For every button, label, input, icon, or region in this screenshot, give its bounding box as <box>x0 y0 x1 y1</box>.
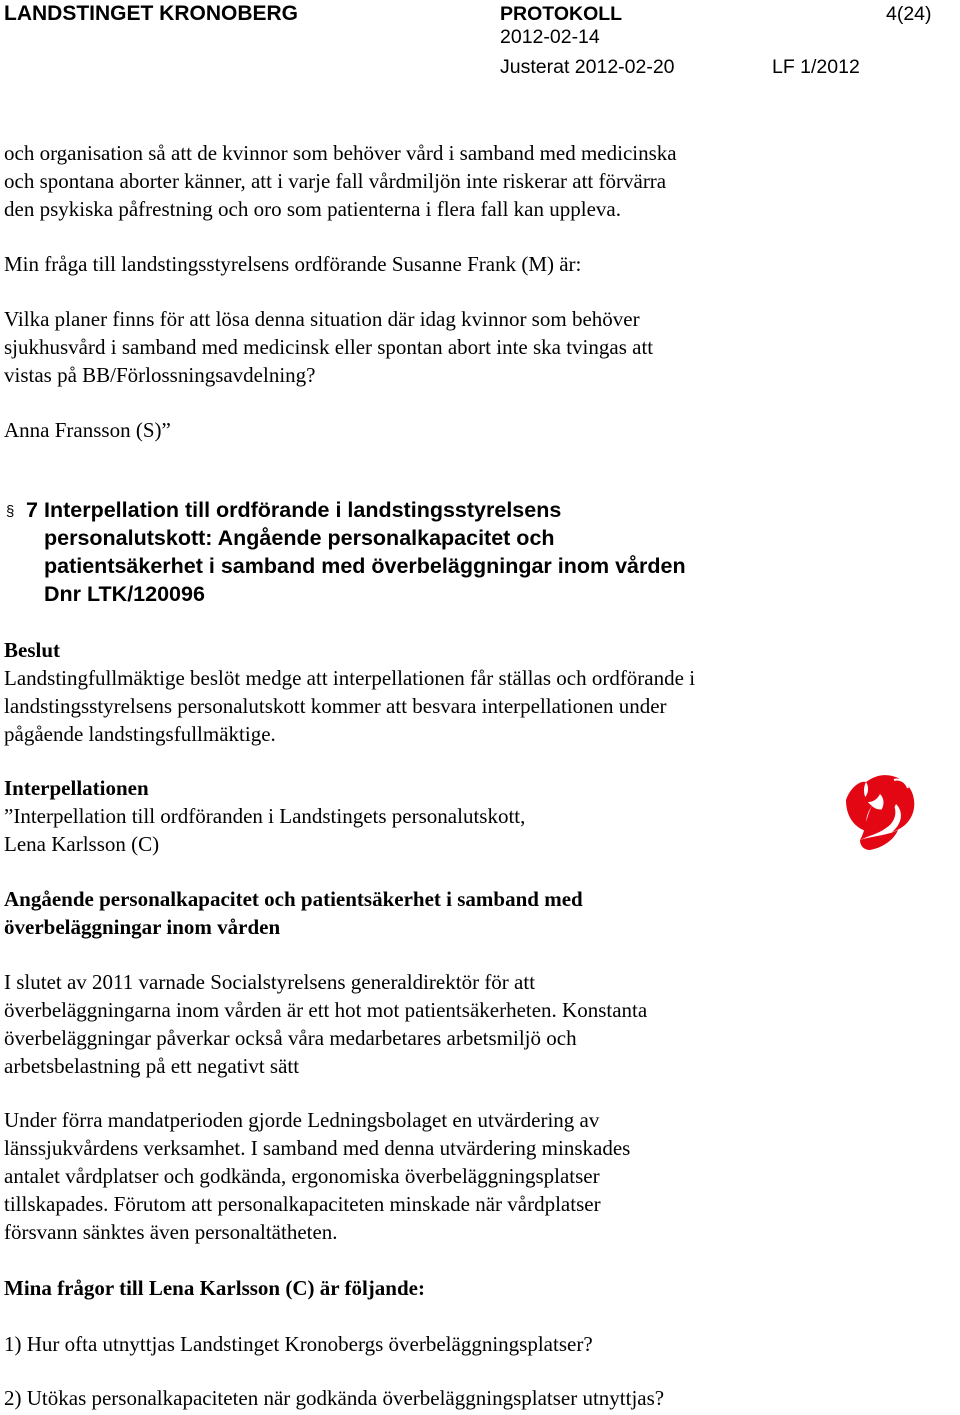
text-line: försvann sänktes även personaltätheten. <box>4 1220 338 1244</box>
header-justerat: Justerat 2012-02-20 <box>500 56 675 78</box>
text-line: antalet vårdplatser och godkända, ergonomiska överbeläggningsplatser <box>4 1164 600 1188</box>
interpellation-heading: Interpellationen <box>4 776 149 800</box>
interpellation-paragraph <box>4 802 525 858</box>
text-line: Lena Karlsson (C) <box>4 832 160 856</box>
beslut-paragraph <box>4 664 695 748</box>
text-line: Angående personalkapacitet och patientsäkerhet i samband med <box>4 887 583 911</box>
text-line: den psykiska påfrestning och oro som patienterna i flera fall kan uppleva. <box>4 197 621 221</box>
intro-paragraph <box>4 139 677 223</box>
section-mark: § <box>6 503 15 520</box>
text-line: överbeläggningar inom vården <box>4 915 281 939</box>
text-line: Under förra mandatperioden gjorde Ledningsbolaget en utvärdering av <box>4 1108 600 1132</box>
signature: Anna Fransson (S)” <box>4 418 171 442</box>
body-paragraph-2 <box>4 1106 630 1246</box>
body-paragraph-1 <box>4 968 647 1080</box>
text-line: överbeläggningarna inom vården är ett hot mot patientsäkerheten. Konstanta <box>4 998 648 1022</box>
text-line: arbetsbelastning på ett negativt sätt <box>4 1054 300 1078</box>
text-line: vistas på BB/Förlossningsavdelning? <box>4 363 316 387</box>
text-line: I slutet av 2011 varnade Socialstyrelsens generaldirektör för att <box>4 970 536 994</box>
header-date: 2012-02-14 <box>500 26 600 48</box>
header-org: LANDSTINGET KRONOBERG <box>4 2 298 25</box>
section-dnr: Dnr LTK/120096 <box>44 582 205 606</box>
subject-heading <box>4 885 583 941</box>
rose-logo-icon <box>836 770 920 854</box>
question-paragraph <box>4 305 653 389</box>
text-line: sjukhusvård i samband med medicinsk eller spontan abort inte ska tvingas att <box>4 335 654 359</box>
text-line: Landstingfullmäktige beslöt medge att interpellationen får ställas och ordförande i <box>4 666 696 690</box>
question-2: 2) Utökas personalkapaciteten när godkända överbeläggningsplatser utnyttjas? <box>4 1386 665 1410</box>
question-intro: Min fråga till landstingsstyrelsens ordförande Susanne Frank (M) är: <box>4 252 582 276</box>
section-number: 7 <box>26 498 38 522</box>
beslut-heading: Beslut <box>4 638 61 662</box>
text-line: pågående landstingsfullmäktige. <box>4 722 276 746</box>
text-line: landstingsstyrelsens personalutskott kommer att besvara interpellationen under <box>4 694 667 718</box>
text-line: tillskapades. Förutom att personalkapaciteten minskade när vårdplatser <box>4 1192 601 1216</box>
text-line: ”Interpellation till ordföranden i Landstingets personalutskott, <box>4 804 526 828</box>
section-title-line: patientsäkerhet i samband med överbeläggningar inom vården <box>44 554 686 578</box>
header-ref: LF 1/2012 <box>772 56 860 78</box>
text-line: överbeläggningar påverkar också våra medarbetares arbetsmiljö och <box>4 1026 577 1050</box>
text-line: Vilka planer finns för att lösa denna situation där idag kvinnor som behöver <box>4 307 640 331</box>
section-heading <box>4 496 686 608</box>
question-1: 1) Hur ofta utnyttjas Landstinget Kronobergs överbeläggningsplatser? <box>4 1332 593 1356</box>
text-line: och spontana aborter känner, att i varje fall vårdmiljön inte riskerar att förvärra <box>4 169 667 193</box>
section-title-line: personalutskott: Angående personalkapacitet och <box>44 526 555 550</box>
header-page-number: 4(24) <box>886 3 932 25</box>
text-line: länssjukvårdens verksamhet. I samband med denna utvärdering minskades <box>4 1136 631 1160</box>
questions-heading: Mina frågor till Lena Karlsson (C) är följande: <box>4 1276 425 1300</box>
section-title-line: Interpellation till ordförande i landstingsstyrelsens <box>44 498 562 522</box>
text-line: och organisation så att de kvinnor som behöver vård i samband med medicinska <box>4 141 677 165</box>
header-doc-type: PROTOKOLL <box>500 3 623 25</box>
